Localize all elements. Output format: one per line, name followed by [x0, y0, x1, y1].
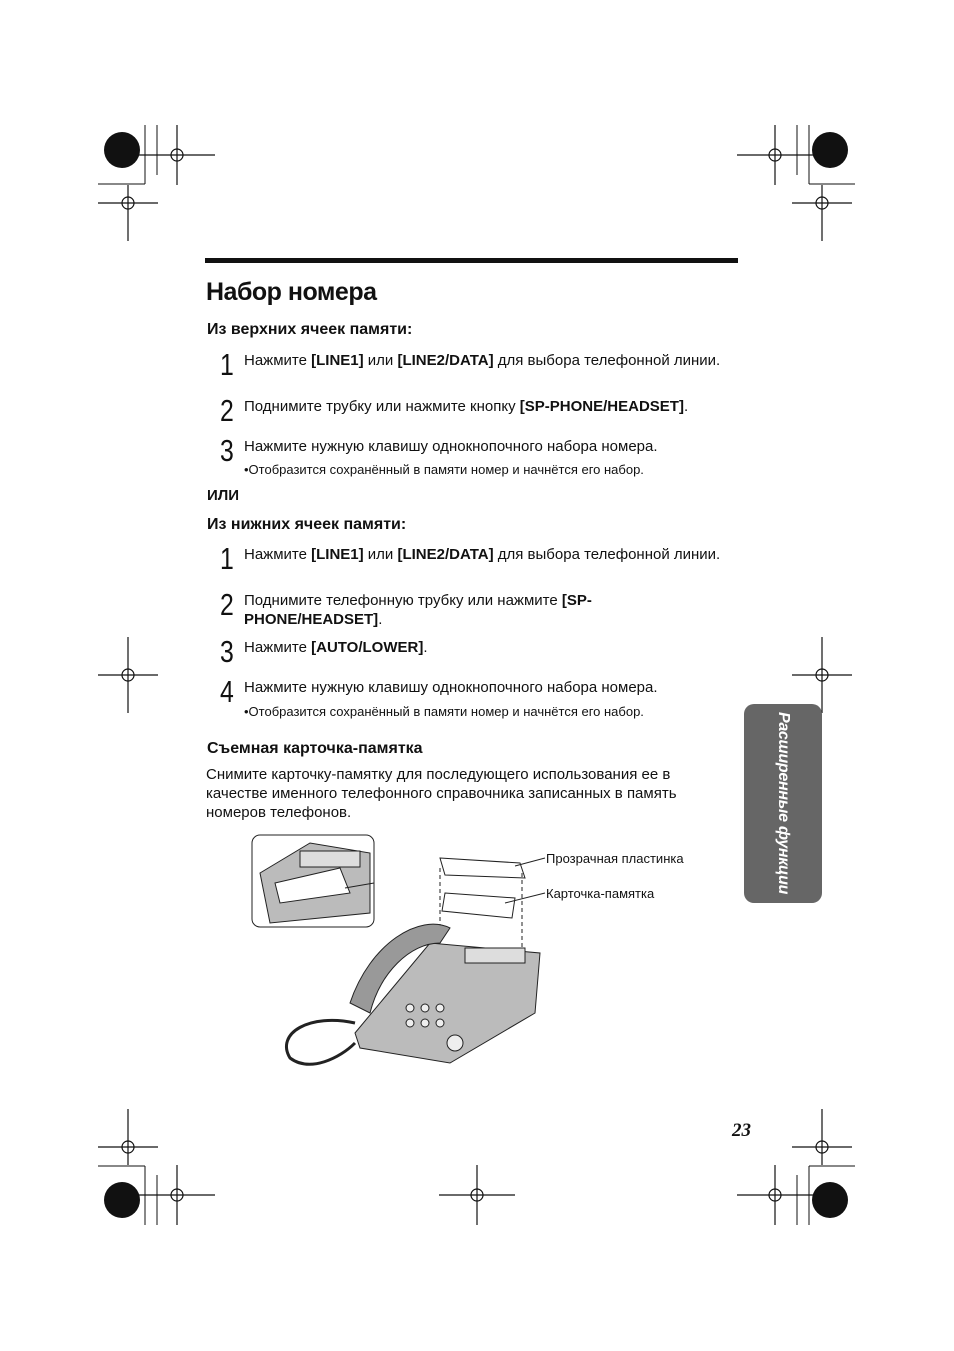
step-text: Поднимите телефонную трубку или нажмите [SP-PHONE/HEADSET].	[244, 592, 592, 628]
side-tab-label: Расширенные функции	[775, 711, 792, 895]
page-title: Набор номера	[206, 278, 377, 306]
step-number: 3	[220, 433, 234, 468]
step-text: Нажмите нужную клавишу однокнопочного набора номера.	[244, 679, 658, 696]
section-heading-card: Съемная карточка-памятка	[207, 740, 423, 757]
step-text: Поднимите трубку или нажмите кнопку [SP-PHONE/HEADSET].	[244, 398, 689, 415]
phone-illustration	[250, 833, 550, 1073]
step-number: 1	[220, 347, 234, 382]
label-card: Карточка-памятка	[546, 886, 655, 901]
title-rule	[205, 258, 738, 263]
step-text: Нажмите нужную клавишу однокнопочного набора номера.	[244, 438, 658, 455]
step-note: •Отобразится сохранённый в памяти номер и начнётся его набор.	[244, 704, 644, 719]
card-paragraph: Снимите карточку-памятку для последующего использования ее в качестве именного телефонного справочника записанных в память номеров телефонов.	[206, 766, 677, 821]
section-heading-lower: Из нижних ячеек памяти:	[207, 516, 407, 533]
step-text: Нажмите [AUTO/LOWER].	[244, 639, 428, 656]
step-text: Нажмите [LINE1] или [LINE2/DATA] для выбора телефонной линии.	[244, 546, 721, 563]
step-number: 1	[220, 541, 234, 576]
section-heading-upper: Из верхних ячеек памяти:	[207, 321, 413, 338]
step-number: 2	[220, 587, 234, 622]
step-number: 4	[220, 674, 234, 709]
step-number: 3	[220, 634, 234, 669]
step-number: 2	[220, 393, 234, 428]
side-tab	[744, 704, 822, 903]
or-label: ИЛИ	[207, 487, 240, 504]
step-text: Нажмите [LINE1] или [LINE2/DATA] для выбора телефонной линии.	[244, 352, 721, 369]
page-number: 23	[732, 1120, 751, 1141]
label-clear-plate: Прозрачная пластинка	[546, 851, 684, 866]
step-note: •Отобразится сохранённый в памяти номер и начнётся его набор.	[244, 462, 644, 477]
